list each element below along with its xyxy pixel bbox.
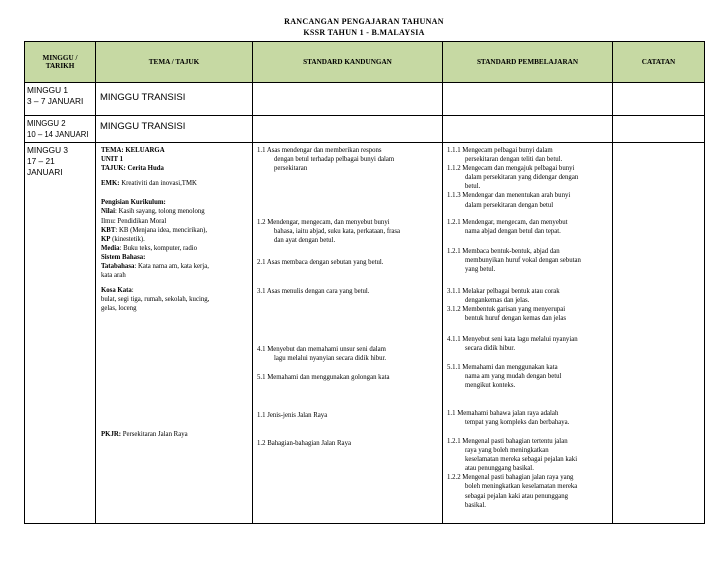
table-row	[25, 143, 705, 524]
header-week-date: MINGGU / TARIKH	[25, 42, 96, 83]
header-notes: CATATAN	[613, 42, 705, 83]
header-row	[25, 42, 705, 83]
content-standard-cell: 1.1 Asas mendengar dan memberikan respons dengan betul terhadap pelbagai bunyi dalam persekitaran 1.2 Mendengar, mengecam, dan menyebut bunyi bahasa, iaitu abjad, suku kata, perkataan, frasa dan ayat dengan betul. 2.1 Asas membaca dengan sebutan yang betul. 3.1 Asas menulis dengan cara yang betul. 4.1 Menyebut dan memahami unsur seni dalam lagu melalui nyanyian secara didik hibur. 5.1 Memahami dan menggunakan golongan kata 1.1 Jenis-jenis Jalan Raya 1.2 Bahagian-bahagian Jalan Raya	[253, 143, 443, 524]
table-row	[25, 116, 705, 143]
week-cell: MINGGU 1 3 – 7 JANUARI	[25, 83, 96, 116]
week-cell: MINGGU 3 17 – 21 JANUARI	[25, 143, 96, 524]
lesson-plan-table	[24, 41, 705, 524]
learning-standard-cell: 1.1.1 Mengecam pelbagai bunyi dalam persekitaran dengan teliti dan betul. 1.1.2 Mengecam dan mengajuk pelbagai bunyi dalam persekitaran yang didengar dengan betul. 1.1.3 Mendengar dan menentukan arah bunyi dalam persekitaran dengan betul 1.2.1 Mendengar, mengecam, dan menyebut nama abjad dengan betul dan tepat. 1.2.1 Membaca bentuk-bentuk, abjad dan membunyikan huruf vokal dengan sebutan yang betul. 3.1.1 Melakar pelbagai bentuk atau corak dengankemas dan jelas. 3.1.2 Membentuk garisan yang menyerupai bentuk huruf dengan kemas dan jelas 4.1.1 Menyebut seni kata lagu melalui nyanyian secara didik hibur. 5.1.1 Memahami dan menggunakan kata nama am yang mudah dengan betul mengikut konteks. 1.1 Memahami bahawa jalan raya adalah tempat yang kompleks dan berbahaya. 1.2.1 Mengenal pasti bahagian tertentu jalan raya yang boleh meningkatkan keselamatan mereka sebagai pejalan kaki atau penunggang basikal. 1.2.2 Mengenal pasti bahagian jalan raya yang boleh meningkatkan keselamatan mereka sebagai pejalan kaki atau penunggang basikal.	[443, 143, 613, 524]
notes-cell	[613, 143, 705, 524]
topic-cell: MINGGU TRANSISI	[96, 83, 253, 116]
document-subtitle: KSSR TAHUN 1 - B.MALAYSIA	[303, 28, 425, 37]
topic-cell: MINGGU TRANSISI	[96, 116, 253, 143]
theme-cell: TEMA: KELUARGA UNIT 1 TAJUK: Cerita Huda EMK: Kreativiti dan inovasi,TMK Pengisian Kurikulum: Nilai: Kasih sayang, tolong menolong Ilmu: Pendidikan Moral KBT: KB (Menjana idea, mencirikan), KP (kinestetik). Media: Buku teks, komputer, radio Sistem Bahasa: Tatabahasa: Kata nama am, kata kerja, kata arah Kosa Kata: bulat, segi tiga, rumah, sekolah, kucing, gelas, loceng PKJR: Persekitaran Jalan Raya	[96, 143, 253, 524]
week-cell: MINGGU 2 10 – 14 JANUARI	[25, 116, 96, 143]
header-theme: TEMA / TAJUK	[96, 42, 253, 83]
header-learning-standard: STANDARD PEMBELAJARAN	[443, 42, 613, 83]
document-title: RANCANGAN PENGAJARAN TAHUNAN	[284, 17, 444, 26]
table-row	[25, 83, 705, 116]
header-content-standard: STANDARD KANDUNGAN	[253, 42, 443, 83]
